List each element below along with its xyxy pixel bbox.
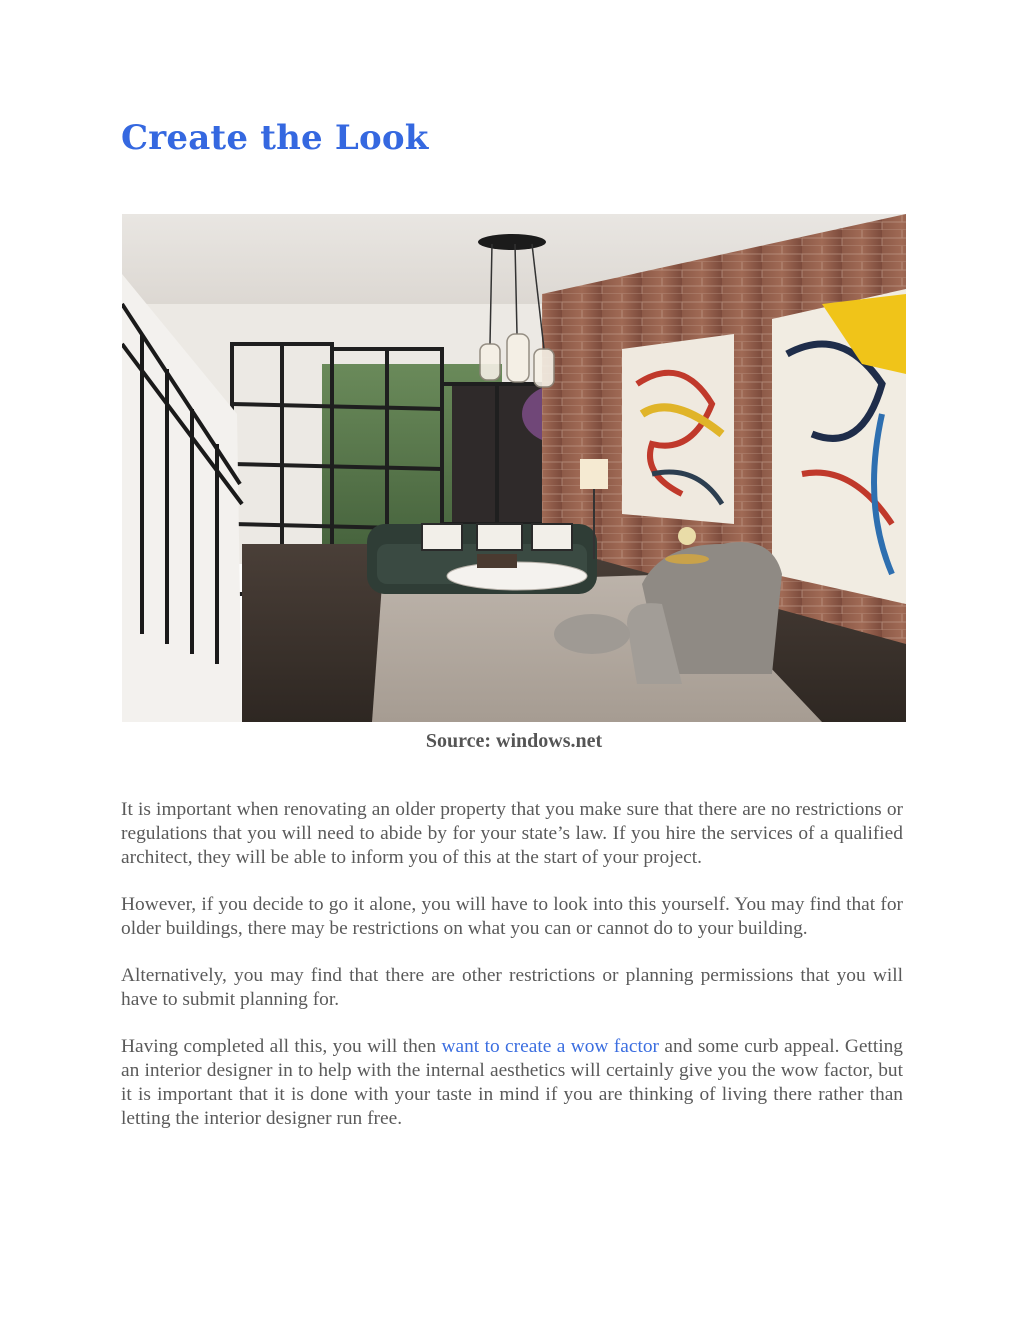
wow-factor-link[interactable]: want to create a wow factor — [441, 1036, 660, 1057]
paragraph-4-start: Having completed all this, you will then — [121, 1036, 442, 1057]
article-image — [122, 214, 906, 722]
article-body — [121, 798, 903, 1154]
image-caption: Source: windows.net — [425, 730, 603, 752]
paragraph-3: Alternatively, you may find that there are other restrictions or planning permissions that you will have to submit planning for. — [121, 965, 903, 1010]
paragraph-4 — [121, 1035, 903, 1131]
paragraph-4-end: and some curb appeal. Getting an interior designer in to help with the internal aesthetics will certainly give you the wow factor, but it is important that it is done with your taste in mind if you are thinking of living there rather than letting the interior designer run free. — [121, 1036, 903, 1129]
page-title: Create the Look — [121, 118, 429, 158]
paragraph-1: It is important when renovating an older property that you make sure that there are no restrictions or regulations that you will need to abide by for your state’s law. If you hire the services of a qualified architect, they will be able to inform you of this at the start of your project. — [121, 799, 903, 868]
paragraph-2: However, if you decide to go it alone, you will have to look into this yourself. You may find that for older buildings, there may be restrictions on what you can or cannot do to your building. — [121, 894, 903, 939]
